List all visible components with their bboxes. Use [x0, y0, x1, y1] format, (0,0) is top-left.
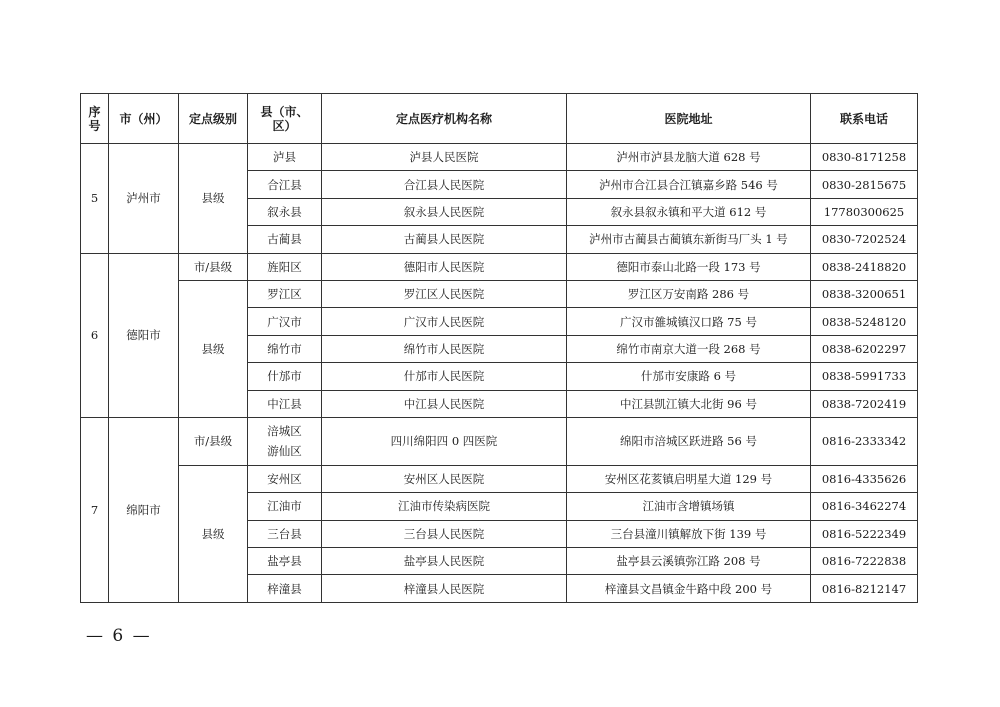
phone-cell: 0830-7202524 [811, 226, 918, 253]
hospital-name-cell: 盐亭县人民医院 [322, 548, 567, 575]
header-county: 县（市、 区） [248, 94, 322, 144]
address-cell: 江油市含增镇场镇 [567, 493, 811, 520]
address-cell: 泸州市古蔺县古蔺镇东新街马厂头 1 号 [567, 226, 811, 253]
level-cell: 市/县级 [179, 253, 248, 280]
hospital-name-cell: 叙永县人民医院 [322, 198, 567, 225]
address-cell: 安州区花荄镇启明星大道 129 号 [567, 465, 811, 492]
table-row [81, 417, 918, 465]
phone-cell: 0830-2815675 [811, 171, 918, 198]
county-cell: 梓潼县 [248, 575, 322, 602]
hospital-name-cell: 泸县人民医院 [322, 144, 567, 171]
phone-cell: 17780300625 [811, 198, 918, 225]
county-cell: 什邡市 [248, 363, 322, 390]
address-cell: 绵竹市南京大道一段 268 号 [567, 335, 811, 362]
level-cell: 县级 [179, 280, 248, 417]
county-cell: 合江县 [248, 171, 322, 198]
county-cell: 盐亭县 [248, 548, 322, 575]
address-cell: 叙永县叙永镇和平大道 612 号 [567, 198, 811, 225]
table-row [81, 465, 918, 492]
phone-cell: 0816-7222838 [811, 548, 918, 575]
phone-cell: 0838-3200651 [811, 280, 918, 307]
hospital-name-cell: 江油市传染病医院 [322, 493, 567, 520]
header-hospital-name: 定点医疗机构名称 [322, 94, 567, 144]
header-seq: 序 号 [81, 94, 109, 144]
county-cell: 安州区 [248, 465, 322, 492]
city-cell: 泸州市 [109, 144, 179, 254]
address-cell: 什邡市安康路 6 号 [567, 363, 811, 390]
table-row [81, 144, 918, 171]
phone-cell: 0838-2418820 [811, 253, 918, 280]
hospital-name-cell: 梓潼县人民医院 [322, 575, 567, 602]
county-cell: 涪城区 游仙区 [248, 417, 322, 465]
address-cell: 德阳市泰山北路一段 173 号 [567, 253, 811, 280]
phone-cell: 0838-5248120 [811, 308, 918, 335]
phone-cell: 0838-5991733 [811, 363, 918, 390]
hospital-name-cell: 绵竹市人民医院 [322, 335, 567, 362]
address-cell: 泸州市泸县龙脑大道 628 号 [567, 144, 811, 171]
hospital-name-cell: 合江县人民医院 [322, 171, 567, 198]
county-cell: 古蔺县 [248, 226, 322, 253]
address-cell: 三台县潼川镇解放下街 139 号 [567, 520, 811, 547]
phone-cell: 0816-3462274 [811, 493, 918, 520]
header-city: 市（州） [109, 94, 179, 144]
county-cell: 叙永县 [248, 198, 322, 225]
address-cell: 梓潼县文昌镇金牛路中段 200 号 [567, 575, 811, 602]
phone-cell: 0838-6202297 [811, 335, 918, 362]
header-level: 定点级别 [179, 94, 248, 144]
level-cell: 县级 [179, 465, 248, 602]
phone-cell: 0816-5222349 [811, 520, 918, 547]
county-cell: 泸县 [248, 144, 322, 171]
county-cell: 旌阳区 [248, 253, 322, 280]
hospital-name-cell: 广汉市人民医院 [322, 308, 567, 335]
city-cell: 绵阳市 [109, 417, 179, 602]
hospital-name-cell: 四川绵阳四 0 四医院 [322, 417, 567, 465]
phone-cell: 0816-2333342 [811, 417, 918, 465]
address-cell: 盐亭县云溪镇弥江路 208 号 [567, 548, 811, 575]
hospital-name-cell: 德阳市人民医院 [322, 253, 567, 280]
hospital-name-cell: 什邡市人民医院 [322, 363, 567, 390]
header-address: 医院地址 [567, 94, 811, 144]
seq-cell: 6 [81, 253, 109, 417]
phone-cell: 0816-4335626 [811, 465, 918, 492]
county-cell: 罗江区 [248, 280, 322, 307]
county-cell: 绵竹市 [248, 335, 322, 362]
hospital-name-cell: 中江县人民医院 [322, 390, 567, 417]
address-cell: 罗江区万安南路 286 号 [567, 280, 811, 307]
hospital-name-cell: 三台县人民医院 [322, 520, 567, 547]
county-cell: 江油市 [248, 493, 322, 520]
hospital-name-cell: 古蔺县人民医院 [322, 226, 567, 253]
table-row [81, 280, 918, 307]
city-cell: 德阳市 [109, 253, 179, 417]
county-cell: 三台县 [248, 520, 322, 547]
level-cell: 县级 [179, 144, 248, 254]
hospital-name-cell: 安州区人民医院 [322, 465, 567, 492]
seq-cell: 5 [81, 144, 109, 254]
address-cell: 广汉市雒城镇汉口路 75 号 [567, 308, 811, 335]
header-phone: 联系电话 [811, 94, 918, 144]
seq-cell: 7 [81, 417, 109, 602]
hospital-table [80, 93, 918, 603]
phone-cell: 0830-8171258 [811, 144, 918, 171]
county-cell: 中江县 [248, 390, 322, 417]
hospital-name-cell: 罗江区人民医院 [322, 280, 567, 307]
phone-cell: 0816-8212147 [811, 575, 918, 602]
level-cell: 市/县级 [179, 417, 248, 465]
phone-cell: 0838-7202419 [811, 390, 918, 417]
county-cell: 广汉市 [248, 308, 322, 335]
table-row [81, 253, 918, 280]
address-cell: 中江县凯江镇大北街 96 号 [567, 390, 811, 417]
address-cell: 泸州市合江县合江镇嘉乡路 546 号 [567, 171, 811, 198]
address-cell: 绵阳市涪城区跃进路 56 号 [567, 417, 811, 465]
page-number: — 6 — [86, 626, 152, 646]
